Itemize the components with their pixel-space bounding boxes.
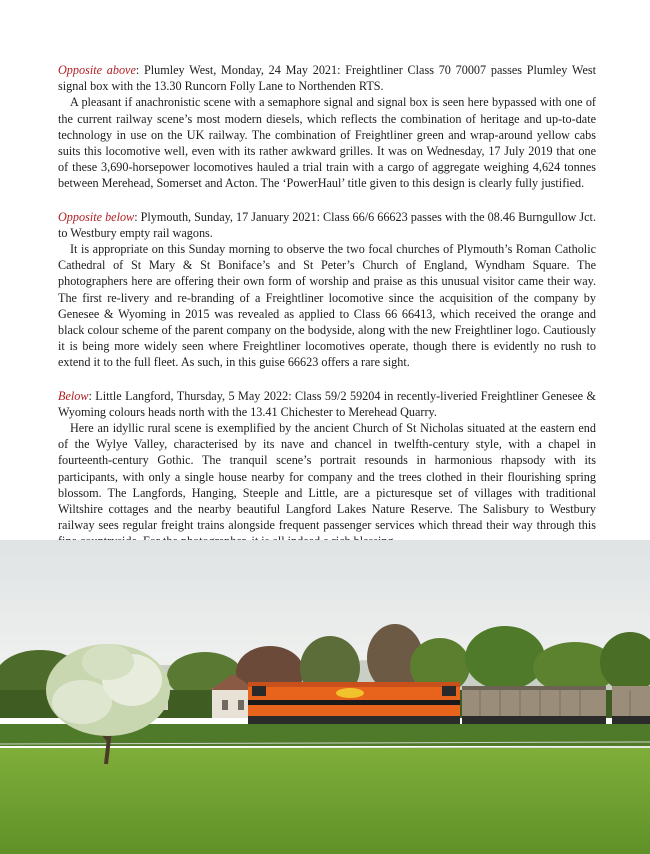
caption-heading [58, 209, 596, 241]
caption-opposite-above [58, 62, 596, 192]
photo-little-langford [0, 540, 650, 854]
field [0, 748, 650, 854]
caption-heading [58, 388, 596, 420]
photo-illustration [0, 540, 650, 854]
caption-body: Here an idyllic rural scene is exemplified by the ancient Church of St Nicholas situated at the eastern end of the Wylye Valley, characterised by its nave and chancel in twelfth-century style, with a chapel in fourteenth-century Gothic. The tranquil scene’s portrait resounds in harmonious rhapsody with its participants, with only a single house nearby for company and the trees clothed in their flourishing spring blossom. The Langfords, Hanging, Steeple and Little, are a picturesque set of villages with traditional Wiltshire cottages and the nearby beautiful Langford Lakes Nature Reserve. The Salisbury to Westbury railway sees regular freight trains alongside frequent passenger services which thread their way through this [58, 421, 596, 533]
caption-label: Opposite below [58, 209, 135, 224]
text-column [58, 62, 596, 567]
caption-heading-text: : Plymouth, Sunday, 17 January 2021: Class 66/6 66623 passes with the 08.46 Burngullow Jct. to Westbury empty rail wagons. [58, 209, 596, 240]
caption-heading-text: : Plumley West, Monday, 24 May 2021: Freightliner Class 70 70007 passes Plumley West signal box with the 13.30 Runcorn Folly Lane to Northenden RTS. [58, 63, 596, 94]
caption-body: A pleasant if anachronistic scene with a semaphore signal and signal box is seen here bypassed with one of the current railway scene’s most modern diesels, which reflects the combination of heritage and up-to-date technology in use on the UK railway. The combination of Freightliner green and wrap-around yellow cabs suits this locomotive well, even with its rather awkward grilles. It was on Wednesday, 17 July 2019 that one of these 3,690-horsepower locomotives hauled a trial train with a cargo of aggregate weighing 4,624 tonnes between Merehead, Somerset and Acton. The ‘PowerHaul’ title given to this design is clearly fully justified. [58, 95, 596, 191]
caption-below [58, 388, 596, 550]
wagons [462, 686, 650, 724]
caption-label: Opposite above [58, 63, 136, 77]
caption-body: It is appropriate on this Sunday morning to observe the two focal churches of Plymouth’s Roman Catholic Cathedral of St Mary & St Boniface’s and St Peter’s Church of England, Wyndham Square. The photographers here are offering their own form of worship and praise as this unusual visitor came their way. The first re-livery and re-branding of a Freightliner locomotive since the acquisition of the company by Genesee & Wyoming in 2015 was revealed as applied to Class 66 66413, which received the orange and black colour scheme of the parent company on the bodyside, along with the new Freightliner logo. Cautiously it is being more widely seen where Freightliner locomotives operate, though there is evidently no rush to extend it to the full fleet. As such, in this guise 66623 offers a rare sight. [58, 242, 596, 370]
locomotive [248, 682, 460, 724]
caption-heading-text: : Little Langford, Thursday, 5 May 2022: Class 59/2 59204 in recently-liveried Freightliner Genesee & Wyoming colours heads north with the 13.41 Chichester to Merehead Quarry. [58, 388, 596, 419]
caption-label: Below [58, 388, 89, 403]
caption-opposite-below [58, 209, 596, 371]
caption-heading [58, 62, 596, 94]
